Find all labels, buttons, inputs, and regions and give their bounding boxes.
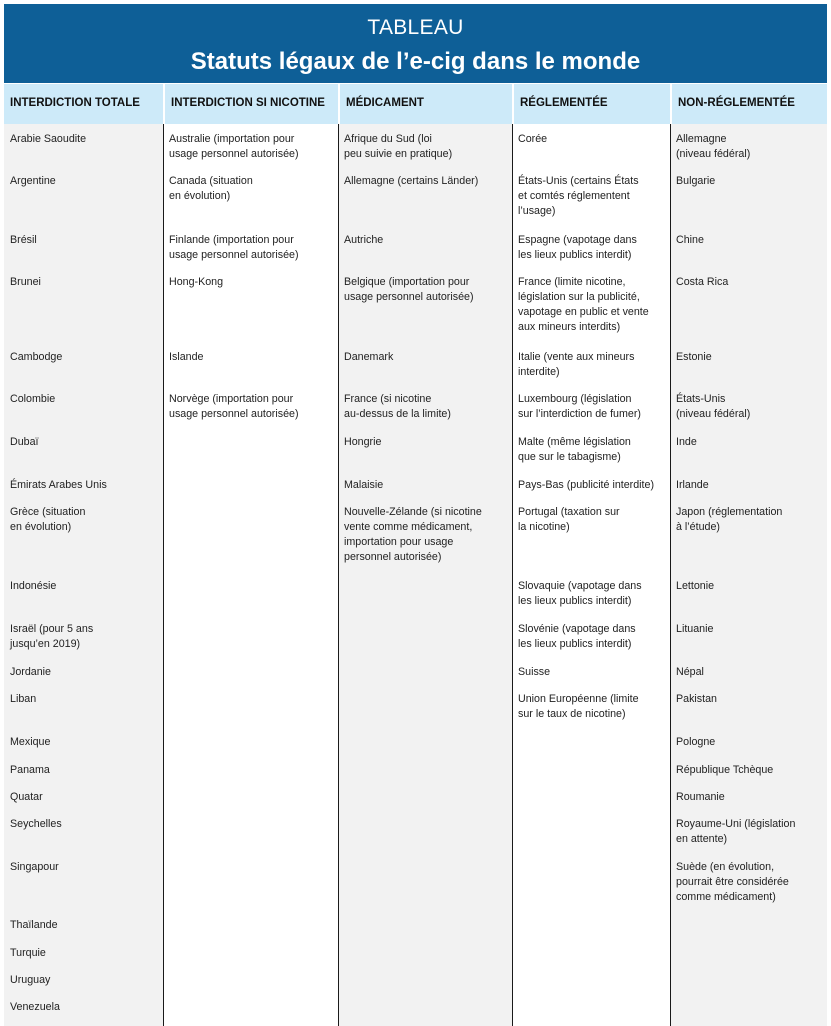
table-cell: Colombie xyxy=(10,393,56,405)
table-cell: Argentine xyxy=(10,175,56,187)
table-cell: Jordanie xyxy=(10,666,51,678)
table-cell: Pays-Bas (publicité interdite) xyxy=(518,479,655,491)
table-cell: Italie (vente aux mineurs interdite) xyxy=(518,351,635,378)
table-cell: Allemagne (niveau fédéral) xyxy=(676,133,751,160)
table-cell: Islande xyxy=(169,351,204,363)
table-cell: Arabie Saoudite xyxy=(10,133,87,145)
table-cell: Pologne xyxy=(676,736,716,748)
table-cell: Slovaquie (vapotage dans les lieux publics interdit) xyxy=(518,580,642,607)
table-cell: Belgique (importation pour usage personnel autorisée) xyxy=(344,276,474,303)
table-cell: Singapour xyxy=(10,861,59,873)
table-cell: Hong-Kong xyxy=(169,276,224,288)
table-cell: Malaisie xyxy=(344,479,384,491)
table-cell: Corée xyxy=(518,133,548,145)
table-cell: Bulgarie xyxy=(676,175,716,187)
table-cell: Union Européenne (limite sur le taux de nicotine) xyxy=(518,693,639,720)
table-cell: Japon (réglementation à l’étude) xyxy=(676,506,783,533)
table-cell: Seychelles xyxy=(10,818,62,830)
column-interdiction-totale xyxy=(4,84,163,1026)
column-header: RÉGLEMENTÉE xyxy=(512,84,670,124)
table-cell: Irlande xyxy=(676,479,709,491)
table-cell: France (si nicotine au-dessus de la limite) xyxy=(344,393,451,420)
column-header: INTERDICTION SI NICOTINE xyxy=(163,84,338,124)
column-interdiction-si-nicotine xyxy=(163,84,338,1026)
table-cell: Royaume-Uni (législation en attente) xyxy=(676,818,796,845)
table-cell: Indonésie xyxy=(10,580,57,592)
table-cell: Venezuela xyxy=(10,1001,60,1013)
table-title-banner xyxy=(4,4,827,83)
column-reglementee xyxy=(512,84,670,1026)
table-cell: Estonie xyxy=(676,351,712,363)
table-cell: Brésil xyxy=(10,234,37,246)
table-cell: Chine xyxy=(676,234,704,246)
table-cell: Allemagne (certains Länder) xyxy=(344,175,479,187)
table-cell: Australie (importation pour usage personnel autorisée) xyxy=(169,133,299,160)
table-cell: Suède (en évolution, pourrait être considérée comme médicament) xyxy=(676,861,789,903)
table-cell: Lettonie xyxy=(676,580,715,592)
table-cell: Luxembourg (législation sur l’interdiction de fumer) xyxy=(518,393,641,420)
table-cell: Pakistan xyxy=(676,693,717,705)
table-cell: Grèce (situation en évolution) xyxy=(10,506,86,533)
table-cell: Dubaï xyxy=(10,436,39,448)
table-cell: États-Unis (certains États et comtés réglementent l’usage) xyxy=(518,175,639,217)
table-cell: Slovénie (vapotage dans les lieux publics interdit) xyxy=(518,623,636,650)
table-cell: Népal xyxy=(676,666,704,678)
table-heading: Statuts légaux de l’e-cig dans le monde xyxy=(190,48,641,75)
column-header: MÉDICAMENT xyxy=(338,84,512,124)
table-cell: Inde xyxy=(676,436,697,448)
column-non-reglementee xyxy=(670,84,827,1026)
table-cell: Suisse xyxy=(518,666,551,678)
table-cell: Mexique xyxy=(10,736,51,748)
table-cell: Roumanie xyxy=(676,791,725,803)
column-header: NON-RÉGLEMENTÉE xyxy=(670,84,827,124)
table-cell: Liban xyxy=(10,693,37,705)
table-cell: France (limite nicotine, législation sur la publicité, vapotage en public et vente aux mineurs interdits) xyxy=(518,276,649,333)
table-cell: Finlande (importation pour usage personnel autorisée) xyxy=(169,234,299,261)
table-cell: Portugal (taxation sur la nicotine) xyxy=(518,506,620,533)
table-cell: Thaïlande xyxy=(10,919,58,931)
table-cell: Lituanie xyxy=(676,623,714,635)
column-medicament xyxy=(338,84,512,1026)
table-cell: Norvège (importation pour usage personnel autorisée) xyxy=(169,393,299,420)
table-cell: République Tchèque xyxy=(676,764,774,776)
table-cell: Danemark xyxy=(344,351,394,363)
table-cell: Nouvelle-Zélande (si nicotine vente comme médicament, importation pour usage personnel autorisée) xyxy=(344,506,482,563)
table-cell: Costa Rica xyxy=(676,276,729,288)
table-label: TABLEAU xyxy=(367,16,464,39)
table-cell: Émirats Arabes Unis xyxy=(10,479,107,491)
table-cell: Canada (situation en évolution) xyxy=(169,175,253,202)
column-header: INTERDICTION TOTALE xyxy=(4,84,163,124)
table-cell: Israël (pour 5 ans jusqu’en 2019) xyxy=(10,623,94,650)
table-cell: Espagne (vapotage dans les lieux publics interdit) xyxy=(518,234,637,261)
table-cell: Turquie xyxy=(10,947,46,959)
table-cell: Autriche xyxy=(344,234,384,246)
table-cell: États-Unis (niveau fédéral) xyxy=(676,393,751,420)
table-cell: Hongrie xyxy=(344,436,382,448)
table-cell: Brunei xyxy=(10,276,41,288)
table-cell: Afrique du Sud (loi peu suivie en pratique) xyxy=(344,133,453,160)
table-cell: Malte (même législation que sur le tabagisme) xyxy=(518,436,631,463)
table-cell: Cambodge xyxy=(10,351,63,363)
table-cell: Uruguay xyxy=(10,974,51,986)
table-cell: Quatar xyxy=(10,791,43,803)
table-cell: Panama xyxy=(10,764,50,776)
